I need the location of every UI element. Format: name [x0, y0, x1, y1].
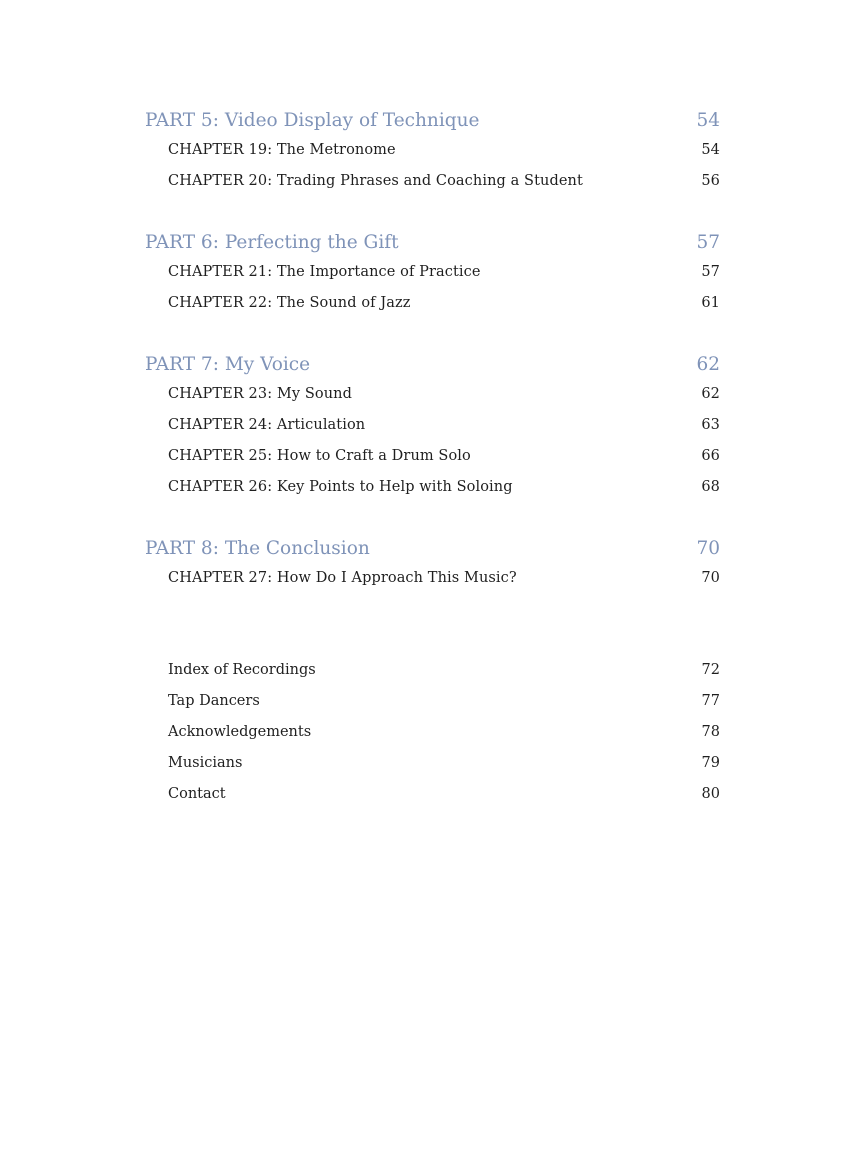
part-page: 62: [696, 354, 720, 375]
backmatter-entry[interactable]: [168, 724, 720, 755]
part-heading[interactable]: [145, 354, 720, 386]
chapter-title: CHAPTER 22: The Sound of Jazz: [168, 295, 411, 311]
part-heading[interactable]: [145, 232, 720, 264]
backmatter-title: Index of Recordings: [168, 662, 316, 678]
part-page: 54: [696, 110, 720, 131]
backmatter-title: Tap Dancers: [168, 693, 260, 709]
chapter-entry[interactable]: [145, 479, 720, 510]
backmatter-title: Acknowledgements: [168, 724, 312, 740]
part-title: PART 6: Perfecting the Gift: [145, 232, 399, 253]
backmatter-entry[interactable]: [168, 693, 720, 724]
part-title: PART 5: Video Display of Technique: [145, 110, 480, 131]
chapter-entry[interactable]: [145, 386, 720, 417]
chapter-entry[interactable]: [145, 264, 720, 295]
chapter-entry[interactable]: [145, 295, 720, 326]
chapter-page: 56: [701, 173, 720, 189]
part-6: [145, 232, 720, 326]
chapter-title: CHAPTER 26: Key Points to Help with Soloing: [168, 479, 513, 495]
backmatter-page: 78: [701, 724, 720, 740]
chapter-title: CHAPTER 25: How to Craft a Drum Solo: [168, 448, 471, 464]
chapter-entry[interactable]: [145, 142, 720, 173]
chapter-page: 54: [701, 142, 720, 158]
chapter-page: 66: [701, 448, 720, 464]
chapter-entry[interactable]: [145, 417, 720, 448]
chapter-title: CHAPTER 27: How Do I Approach This Music?: [168, 570, 517, 586]
chapter-page: 63: [701, 417, 720, 433]
backmatter-entry[interactable]: [168, 755, 720, 786]
part-heading[interactable]: [145, 110, 720, 142]
part-title: PART 7: My Voice: [145, 354, 311, 375]
chapter-page: 62: [701, 386, 720, 402]
chapter-title: CHAPTER 21: The Importance of Practice: [168, 264, 481, 280]
backmatter-page: 77: [701, 693, 720, 709]
part-heading[interactable]: [145, 538, 720, 570]
chapter-title: CHAPTER 19: The Metronome: [168, 142, 396, 158]
part-8: [145, 538, 720, 601]
chapter-page: 68: [701, 479, 720, 495]
part-7: [145, 354, 720, 510]
chapter-title: CHAPTER 20: Trading Phrases and Coaching a Student: [168, 173, 583, 189]
backmatter-page: 80: [701, 786, 720, 802]
chapter-title: CHAPTER 24: Articulation: [168, 417, 366, 433]
chapter-title: CHAPTER 23: My Sound: [168, 386, 352, 402]
backmatter-entry[interactable]: [168, 662, 720, 693]
chapter-entry[interactable]: [145, 173, 720, 204]
part-page: 57: [696, 232, 720, 253]
chapter-page: 70: [701, 570, 720, 586]
backmatter-list: [168, 662, 720, 817]
chapter-page: 61: [701, 295, 720, 311]
table-of-contents: [145, 110, 720, 629]
part-page: 70: [696, 538, 720, 559]
backmatter-title: Contact: [168, 786, 226, 802]
chapter-entry[interactable]: [145, 448, 720, 479]
backmatter-title: Musicians: [168, 755, 243, 771]
backmatter-page: 79: [701, 755, 720, 771]
part-5: [145, 110, 720, 204]
backmatter-entry[interactable]: [168, 786, 720, 817]
part-title: PART 8: The Conclusion: [145, 538, 370, 559]
chapter-page: 57: [701, 264, 720, 280]
backmatter-page: 72: [701, 662, 720, 678]
chapter-entry[interactable]: [145, 570, 720, 601]
